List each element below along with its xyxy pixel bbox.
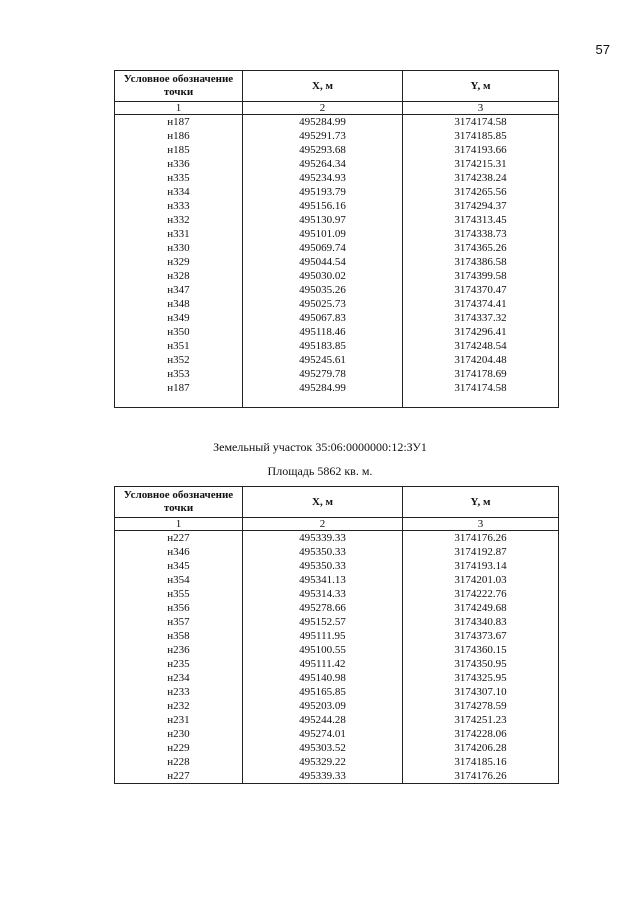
y-coordinate-cell: 3174174.58 (403, 115, 559, 130)
table-spacer-row (115, 395, 559, 408)
parcel-title: Земельный участок 35:06:0000000:12:ЗУ1 (213, 440, 427, 454)
y-coordinate-cell: 3174201.03 (403, 573, 559, 587)
y-coordinate-cell: 3174178.69 (403, 367, 559, 381)
table-row (115, 713, 559, 727)
point-id-cell: н350 (115, 325, 243, 339)
x-coordinate-cell: 495030.02 (243, 269, 403, 283)
x-coordinate-cell: 495193.79 (243, 185, 403, 199)
parcel-area: Площадь 5862 кв. м. (267, 464, 373, 478)
point-id-cell: н331 (115, 227, 243, 241)
y-coordinate-cell: 3174193.14 (403, 559, 559, 573)
y-coordinate-cell: 3174338.73 (403, 227, 559, 241)
table-row (115, 629, 559, 643)
x-coordinate-cell: 495350.33 (243, 545, 403, 559)
table-row (115, 367, 559, 381)
y-coordinate-cell: 3174278.59 (403, 699, 559, 713)
point-id-cell: н335 (115, 171, 243, 185)
table-row (115, 283, 559, 297)
point-id-cell: н330 (115, 241, 243, 255)
point-id-cell: н358 (115, 629, 243, 643)
table-row (115, 741, 559, 755)
table-row (115, 685, 559, 699)
table-row (115, 615, 559, 629)
y-coordinate-cell: 3174238.24 (403, 171, 559, 185)
y-coordinate-cell: 3174222.76 (403, 587, 559, 601)
x-coordinate-cell: 495291.73 (243, 129, 403, 143)
table-header-row (115, 71, 559, 102)
table-row (115, 531, 559, 546)
column-number-row (115, 518, 559, 531)
x-coordinate-cell: 495183.85 (243, 339, 403, 353)
header-y: Y, м (403, 71, 559, 102)
header-x: X, м (243, 487, 403, 518)
y-coordinate-cell: 3174228.06 (403, 727, 559, 741)
point-id-cell: н334 (115, 185, 243, 199)
y-coordinate-cell: 3174185.16 (403, 755, 559, 769)
y-coordinate-cell: 3174192.87 (403, 545, 559, 559)
y-coordinate-cell: 3174373.67 (403, 629, 559, 643)
x-coordinate-cell: 495203.09 (243, 699, 403, 713)
table-row (115, 657, 559, 671)
table-header-row (115, 487, 559, 518)
table-row (115, 545, 559, 559)
y-coordinate-cell: 3174206.28 (403, 741, 559, 755)
empty-cell (403, 395, 559, 408)
table-row (115, 587, 559, 601)
x-coordinate-cell: 495303.52 (243, 741, 403, 755)
x-coordinate-cell: 495274.01 (243, 727, 403, 741)
x-coordinate-cell: 495118.46 (243, 325, 403, 339)
x-coordinate-cell: 495165.85 (243, 685, 403, 699)
x-coordinate-cell: 495140.98 (243, 671, 403, 685)
x-coordinate-cell: 495156.16 (243, 199, 403, 213)
table-row (115, 255, 559, 269)
x-coordinate-cell: 495111.95 (243, 629, 403, 643)
header-y: Y, м (403, 487, 559, 518)
table-row (115, 559, 559, 573)
y-coordinate-cell: 3174251.23 (403, 713, 559, 727)
y-coordinate-cell: 3174360.15 (403, 643, 559, 657)
x-coordinate-cell: 495234.93 (243, 171, 403, 185)
x-coordinate-cell: 495152.57 (243, 615, 403, 629)
point-id-cell: н187 (115, 381, 243, 395)
point-id-cell: н352 (115, 353, 243, 367)
x-coordinate-cell: 495111.42 (243, 657, 403, 671)
point-id-cell: н328 (115, 269, 243, 283)
point-id-cell: н227 (115, 769, 243, 784)
x-coordinate-cell: 495067.83 (243, 311, 403, 325)
column-number: 2 (243, 102, 403, 115)
y-coordinate-cell: 3174185.85 (403, 129, 559, 143)
point-id-cell: н354 (115, 573, 243, 587)
x-coordinate-cell: 495245.61 (243, 353, 403, 367)
x-coordinate-cell: 495025.73 (243, 297, 403, 311)
coordinates-table-2 (114, 486, 559, 784)
y-coordinate-cell: 3174204.48 (403, 353, 559, 367)
point-id-cell: н333 (115, 199, 243, 213)
x-coordinate-cell: 495339.33 (243, 531, 403, 546)
table-row (115, 573, 559, 587)
table-row (115, 353, 559, 367)
y-coordinate-cell: 3174399.58 (403, 269, 559, 283)
x-coordinate-cell: 495284.99 (243, 115, 403, 130)
x-coordinate-cell: 495350.33 (243, 559, 403, 573)
column-number: 1 (115, 518, 243, 531)
point-id-cell: н347 (115, 283, 243, 297)
table-row (115, 671, 559, 685)
x-coordinate-cell: 495130.97 (243, 213, 403, 227)
x-coordinate-cell: 495284.99 (243, 381, 403, 395)
y-coordinate-cell: 3174193.66 (403, 143, 559, 157)
table-row (115, 381, 559, 395)
point-id-cell: н187 (115, 115, 243, 130)
y-coordinate-cell: 3174370.47 (403, 283, 559, 297)
y-coordinate-cell: 3174176.26 (403, 769, 559, 784)
point-id-cell: н329 (115, 255, 243, 269)
y-coordinate-cell: 3174296.41 (403, 325, 559, 339)
column-number-row (115, 102, 559, 115)
table-row (115, 325, 559, 339)
column-number: 2 (243, 518, 403, 531)
point-id-cell: н353 (115, 367, 243, 381)
y-coordinate-cell: 3174294.37 (403, 199, 559, 213)
point-id-cell: н231 (115, 713, 243, 727)
table-row (115, 213, 559, 227)
column-number: 1 (115, 102, 243, 115)
table-row (115, 115, 559, 130)
table-row (115, 755, 559, 769)
table-row (115, 185, 559, 199)
point-id-cell: н234 (115, 671, 243, 685)
point-id-cell: н349 (115, 311, 243, 325)
x-coordinate-cell: 495293.68 (243, 143, 403, 157)
x-coordinate-cell: 495100.55 (243, 643, 403, 657)
y-coordinate-cell: 3174325.95 (403, 671, 559, 685)
point-id-cell: н230 (115, 727, 243, 741)
table-row (115, 143, 559, 157)
x-coordinate-cell: 495044.54 (243, 255, 403, 269)
column-number: 3 (403, 518, 559, 531)
point-id-cell: н185 (115, 143, 243, 157)
y-coordinate-cell: 3174215.31 (403, 157, 559, 171)
point-id-cell: н236 (115, 643, 243, 657)
point-id-cell: н346 (115, 545, 243, 559)
point-id-cell: н232 (115, 699, 243, 713)
y-coordinate-cell: 3174313.45 (403, 213, 559, 227)
point-id-cell: н332 (115, 213, 243, 227)
point-id-cell: н227 (115, 531, 243, 546)
y-coordinate-cell: 3174337.32 (403, 311, 559, 325)
table-row (115, 269, 559, 283)
y-coordinate-cell: 3174350.95 (403, 657, 559, 671)
header-point-designation: Условное обозначение точки (115, 487, 243, 518)
x-coordinate-cell: 495278.66 (243, 601, 403, 615)
point-id-cell: н229 (115, 741, 243, 755)
table-row (115, 601, 559, 615)
y-coordinate-cell: 3174340.83 (403, 615, 559, 629)
column-number: 3 (403, 102, 559, 115)
y-coordinate-cell: 3174174.58 (403, 381, 559, 395)
x-coordinate-cell: 495069.74 (243, 241, 403, 255)
y-coordinate-cell: 3174248.54 (403, 339, 559, 353)
point-id-cell: н228 (115, 755, 243, 769)
table-row (115, 157, 559, 171)
x-coordinate-cell: 495035.26 (243, 283, 403, 297)
point-id-cell: н351 (115, 339, 243, 353)
point-id-cell: н235 (115, 657, 243, 671)
page-number: 57 (595, 42, 610, 57)
point-id-cell: н356 (115, 601, 243, 615)
table-row (115, 241, 559, 255)
point-id-cell: н355 (115, 587, 243, 601)
header-point-designation: Условное обозначение точки (115, 71, 243, 102)
y-coordinate-cell: 3174307.10 (403, 685, 559, 699)
table-row (115, 199, 559, 213)
table-row (115, 643, 559, 657)
empty-cell (243, 395, 403, 408)
table-row (115, 311, 559, 325)
y-coordinate-cell: 3174249.68 (403, 601, 559, 615)
table-row (115, 129, 559, 143)
table-row (115, 297, 559, 311)
point-id-cell: н186 (115, 129, 243, 143)
empty-cell (115, 395, 243, 408)
x-coordinate-cell: 495314.33 (243, 587, 403, 601)
y-coordinate-cell: 3174265.56 (403, 185, 559, 199)
x-coordinate-cell: 495339.33 (243, 769, 403, 784)
x-coordinate-cell: 495341.13 (243, 573, 403, 587)
table-row (115, 227, 559, 241)
x-coordinate-cell: 495329.22 (243, 755, 403, 769)
point-id-cell: н345 (115, 559, 243, 573)
x-coordinate-cell: 495244.28 (243, 713, 403, 727)
x-coordinate-cell: 495264.34 (243, 157, 403, 171)
y-coordinate-cell: 3174374.41 (403, 297, 559, 311)
x-coordinate-cell: 495279.78 (243, 367, 403, 381)
table-row (115, 699, 559, 713)
y-coordinate-cell: 3174365.26 (403, 241, 559, 255)
point-id-cell: н348 (115, 297, 243, 311)
point-id-cell: н357 (115, 615, 243, 629)
point-id-cell: н336 (115, 157, 243, 171)
y-coordinate-cell: 3174176.26 (403, 531, 559, 546)
x-coordinate-cell: 495101.09 (243, 227, 403, 241)
table-row (115, 171, 559, 185)
coordinates-table-1 (114, 70, 559, 408)
header-x: X, м (243, 71, 403, 102)
y-coordinate-cell: 3174386.58 (403, 255, 559, 269)
table-row (115, 769, 559, 784)
table-row (115, 727, 559, 741)
table-row (115, 339, 559, 353)
point-id-cell: н233 (115, 685, 243, 699)
